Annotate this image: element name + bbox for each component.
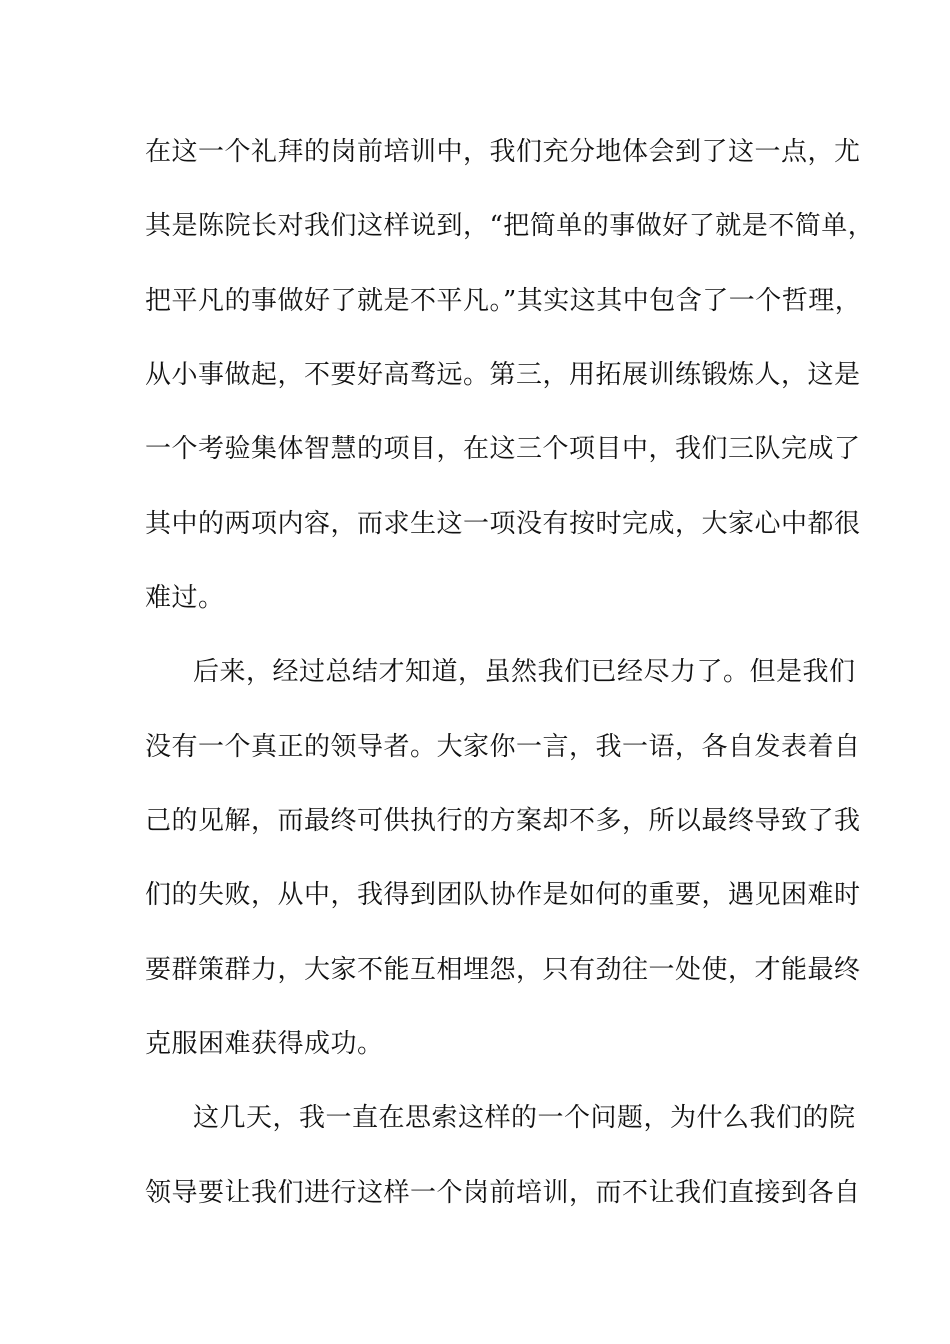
text-line: 其是陈院长对我们这样说到，“把简单的事做好了就是不简单， — [145, 211, 875, 241]
text-line: 把平凡的事做好了就是不平凡。”其实这其中包含了一个哲理， — [145, 286, 862, 316]
text-line: 要群策群力，大家不能互相埋怨，只有劲往一处使，才能最终 — [145, 955, 861, 985]
text-line: 其中的两项内容，而求生这一项没有按时完成，大家心中都很 — [145, 509, 861, 539]
paragraph-first-line: 这几天，我一直在思索这样的一个问题，为什么我们的院 — [193, 1103, 856, 1133]
text-line: 们的失败，从中，我得到团队协作是如何的重要，遇见困难时 — [145, 880, 861, 910]
text-line: 在这一个礼拜的岗前培训中，我们充分地体会到了这一点，尤 — [145, 137, 861, 167]
text-line: 克服困难获得成功。 — [145, 1029, 384, 1059]
text-line: 一个考验集体智慧的项目，在这三个项目中，我们三队完成了 — [145, 434, 861, 464]
text-line: 领导要让我们进行这样一个岗前培训，而不让我们直接到各自 — [145, 1178, 861, 1208]
text-line: 己的见解，而最终可供执行的方案却不多，所以最终导致了我 — [145, 806, 861, 836]
text-line: 难过。 — [145, 583, 225, 613]
text-line: 没有一个真正的领导者。大家你一言，我一语，各自发表着自 — [145, 732, 861, 762]
text-line: 从小事做起，不要好高骛远。第三，用拓展训练锻炼人，这是 — [145, 360, 861, 390]
paragraph-first-line: 后来，经过总结才知道，虽然我们已经尽力了。但是我们 — [193, 657, 856, 687]
